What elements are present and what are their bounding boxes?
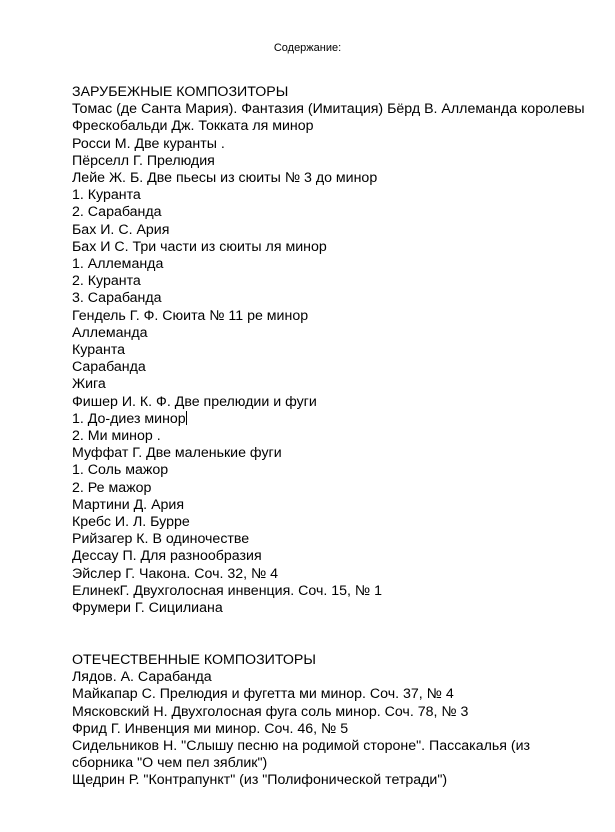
- list-item: Бах И. С. Ария: [72, 221, 170, 238]
- list-item: Кребс И. Л. Бурре: [72, 514, 190, 531]
- list-item: Аллеманда: [72, 324, 148, 341]
- list-item: 3. Сарабанда: [72, 290, 162, 307]
- list-item: Фрескобальди Дж. Токката ля минор: [72, 118, 314, 135]
- list-item: Росси М. Две куранты .: [72, 135, 225, 152]
- section-heading: ОТЕЧЕСТВЕННЫЕ КОМПОЗИТОРЫ: [72, 652, 316, 668]
- document-title: Содержание:: [273, 42, 342, 54]
- list-item: ЕлинекГ. Двухголосная инвенция. Соч. 15, № 1: [72, 582, 382, 599]
- list-item: Дессау П. Для разнообразия: [72, 548, 262, 565]
- list-item: Мартини Д. Ария: [72, 496, 185, 513]
- section-foreign-composers: [72, 84, 592, 617]
- list-item: Мясковский Н. Двухголосная фуга соль минор. Соч. 78, № 3: [72, 703, 469, 720]
- list-item-with-caret[interactable]: [72, 411, 592, 428]
- list-item: 2. Куранта: [72, 273, 141, 290]
- list-item: Жига: [72, 376, 106, 393]
- list-item: Фрид Г. Инвенция ми минор. Соч. 46, № 5: [72, 720, 349, 737]
- list-item: 1. Соль мажор: [72, 462, 169, 479]
- list-item: 2. Ре мажор: [72, 479, 152, 496]
- list-item: Лядов. А. Сарабанда: [72, 669, 212, 686]
- text-cursor: [186, 411, 187, 425]
- list-item: Фишер И. К. Ф. Две прелюдии и фуги: [72, 393, 317, 410]
- list-item[interactable]: 1. До-диез минор: [72, 410, 186, 427]
- list-item: Сарабанда: [72, 359, 146, 376]
- list-item: 1. Куранта: [72, 187, 141, 204]
- list-item: Бах И С. Три части из сюиты ля минор: [72, 238, 327, 255]
- list-item: Куранта: [72, 342, 126, 359]
- list-item: Фрумери Г. Сицилиана: [72, 600, 223, 617]
- list-item: Щедрин Р. "Контрапункт" (из "Полифонической тетради"): [72, 772, 448, 789]
- list-item: Рийзагер К. В одиночестве: [72, 531, 250, 548]
- list-item: Эйслер Г. Чакона. Соч. 32, № 4: [72, 565, 279, 582]
- list-item: Сидельников Н. "Слышу песню на родимой стороне". Пассакалья (из сборника "О чем пел зяблик"): [72, 738, 531, 772]
- list-item: 1. Аллеманда: [72, 256, 164, 273]
- list-item: Томас (де Санта Мария). Фантазия (Имитация) Бёрд В. Аллеманда королевы: [72, 101, 585, 118]
- list-item: 2. Ми минор .: [72, 428, 161, 445]
- list-item: Муффат Г. Две маленькие фуги: [72, 445, 282, 462]
- list-item: 2. Сарабанда: [72, 204, 162, 221]
- section-heading: ЗАРУБЕЖНЫЕ КОМПОЗИТОРЫ: [72, 84, 289, 100]
- list-item: Лейе Ж. Б. Две пьесы из сюиты № 3 до минор: [72, 170, 378, 187]
- list-item: Гендель Г. Ф. Сюита № 11 ре минор: [72, 307, 309, 324]
- list-item: Пёрселл Г. Прелюдия: [72, 152, 215, 169]
- list-item: Майкапар С. Прелюдия и фугетта ми минор. Соч. 37, № 4: [72, 686, 454, 703]
- section-domestic-composers: [72, 652, 592, 790]
